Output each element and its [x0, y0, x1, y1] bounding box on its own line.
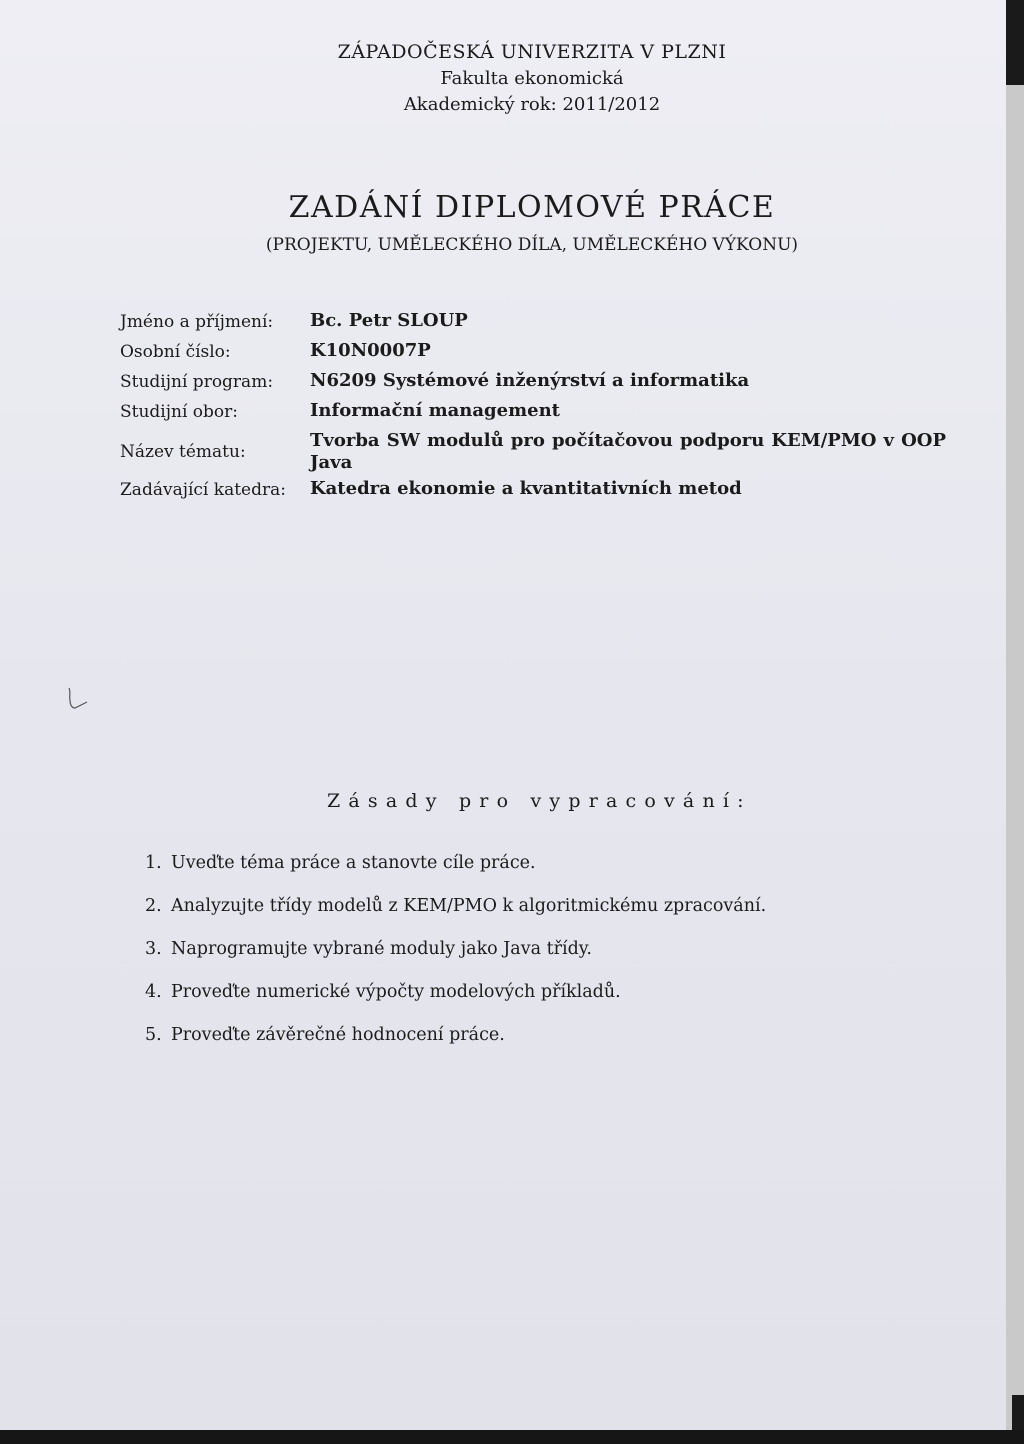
list-item-number: 2.	[145, 896, 162, 916]
department-label: Zadávající katedra:	[120, 480, 286, 500]
field-value: Informační management	[310, 400, 560, 421]
field-label: Studijní obor:	[120, 402, 239, 422]
info-row-program	[120, 370, 950, 400]
header	[0, 38, 1006, 118]
university-name: ZÁPADOČESKÁ UNIVERZITA V PLZNI	[337, 41, 727, 63]
info-row-field	[120, 400, 950, 430]
scan-edge-bottom	[0, 1430, 1024, 1444]
department-value: Katedra ekonomie a kvantitativních metod	[310, 478, 742, 499]
list-item-text: Naprogramujte vybrané moduly jako Java třídy.	[171, 939, 592, 959]
list-item	[145, 853, 905, 896]
name-label: Jméno a příjmení:	[120, 312, 274, 332]
list-item	[145, 939, 905, 982]
program-value: N6209 Systémové inženýrství a informatika	[310, 370, 750, 391]
list-item-number: 3.	[145, 939, 162, 959]
list-item-text: Proveďte numerické výpočty modelových příkladů.	[171, 982, 621, 1002]
list-item-number: 5.	[145, 1025, 162, 1045]
academic-year-value: 2011/2012	[562, 94, 661, 115]
list-item-number: 1.	[145, 853, 162, 873]
list-item-number: 4.	[145, 982, 162, 1002]
info-row-name	[120, 310, 950, 340]
topic-label: Název tématu:	[120, 442, 246, 462]
principles-list	[145, 853, 905, 1068]
topic-value: Tvorba SW modulů pro počítačovou podporu KEM/PMO v OOP Java	[310, 430, 946, 473]
academic-year	[0, 92, 1006, 118]
list-item-text: Uveďte téma práce a stanovte cíle práce.	[171, 853, 536, 873]
list-item	[145, 1025, 905, 1068]
list-item	[145, 982, 905, 1025]
personal-number-value: K10N0007P	[310, 340, 431, 361]
info-row-topic	[120, 430, 950, 478]
program-label: Studijní program:	[120, 372, 274, 392]
personal-number-label: Osobní číslo:	[120, 342, 231, 362]
student-info-table	[120, 310, 950, 508]
principles-title: Zásady pro vypracování:	[327, 790, 752, 812]
name-value: Bc. Petr SLOUP	[310, 310, 468, 331]
list-item	[145, 896, 905, 939]
faculty-name: Fakulta ekonomická	[440, 68, 624, 89]
info-row-personal-number	[120, 340, 950, 370]
info-row-department	[120, 478, 950, 508]
document-title: ZADÁNÍ DIPLOMOVÉ PRÁCE	[288, 190, 776, 225]
list-item-text: Analyzujte třídy modelů z KEM/PMO k algoritmickému zpracování.	[171, 896, 767, 916]
title-block	[0, 188, 1006, 260]
academic-year-label: Akademický rok:	[403, 94, 557, 115]
list-item-text: Proveďte závěrečné hodnocení práce.	[171, 1025, 505, 1045]
scan-edge-notch-top	[1006, 0, 1024, 85]
scan-edge-right	[1006, 0, 1024, 1444]
document-subtitle: (PROJEKTU, UMĚLECKÉHO DÍLA, UMĚLECKÉHO VÝKONU)	[265, 235, 799, 255]
pen-mark-icon	[60, 686, 100, 716]
